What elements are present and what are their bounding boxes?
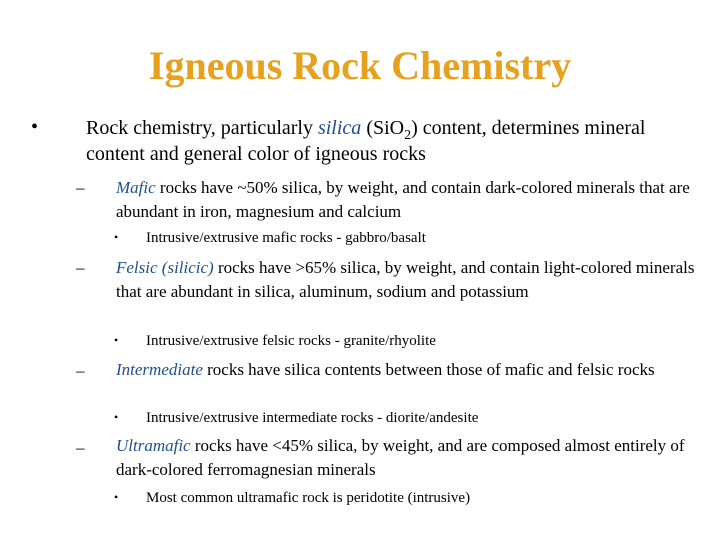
main-bullet: • [31,116,39,138]
ultramafic-term: Ultramafic [116,436,191,455]
ultramafic-point [116,434,696,482]
mafic-example-dot: • [114,230,119,244]
mafic-dash: – [76,178,85,197]
felsic-term: Felsic (silicic) [116,258,214,277]
silica-term: silica [317,117,362,139]
main-point [86,115,706,167]
ultramafic-example: Most common ultramafic rock is peridotite (intrusive) [146,490,471,506]
felsic-example-dot: • [114,333,119,347]
ultramafic-description: rocks have <45% silica, by weight, and are composed almost entirely of dark-colored ferromagnesian minerals [116,436,685,479]
intermediate-dash: – [76,361,85,380]
intermediate-point [116,358,696,382]
intermediate-term: Intermediate [116,360,203,379]
mafic-example: Intrusive/extrusive mafic rocks - gabbro/basalt [146,230,426,246]
felsic-description: rocks have >65% silica, by weight, and contain light-colored minerals that are abundant in silica, aluminum, sodium and potassium [116,258,695,301]
slide-title: Igneous Rock Chemistry [148,43,572,88]
formula-open: (SiO [361,117,405,139]
formula-subscript: 2 [404,127,412,143]
main-point-text-before: Rock chemistry, particularly [86,117,318,139]
felsic-dash: – [76,258,85,277]
ultramafic-dash: – [76,438,85,457]
main-point-text-after: ) content, determines mineral content and general color of igneous rocks [86,117,646,165]
intermediate-description: rocks have silica contents between those of mafic and felsic rocks [202,360,655,379]
intermediate-example-dot: • [114,410,119,424]
mafic-description: rocks have ~50% silica, by weight, and contain dark-colored minerals that are abundant in iron, magnesium and calcium [116,178,690,221]
felsic-example: Intrusive/extrusive felsic rocks - granite/rhyolite [146,333,436,349]
intermediate-example: Intrusive/extrusive intermediate rocks - diorite/andesite [146,410,479,426]
mafic-term: Mafic [116,178,156,197]
felsic-point [116,256,696,304]
mafic-point [116,176,696,224]
ultramafic-example-dot: • [114,490,119,504]
